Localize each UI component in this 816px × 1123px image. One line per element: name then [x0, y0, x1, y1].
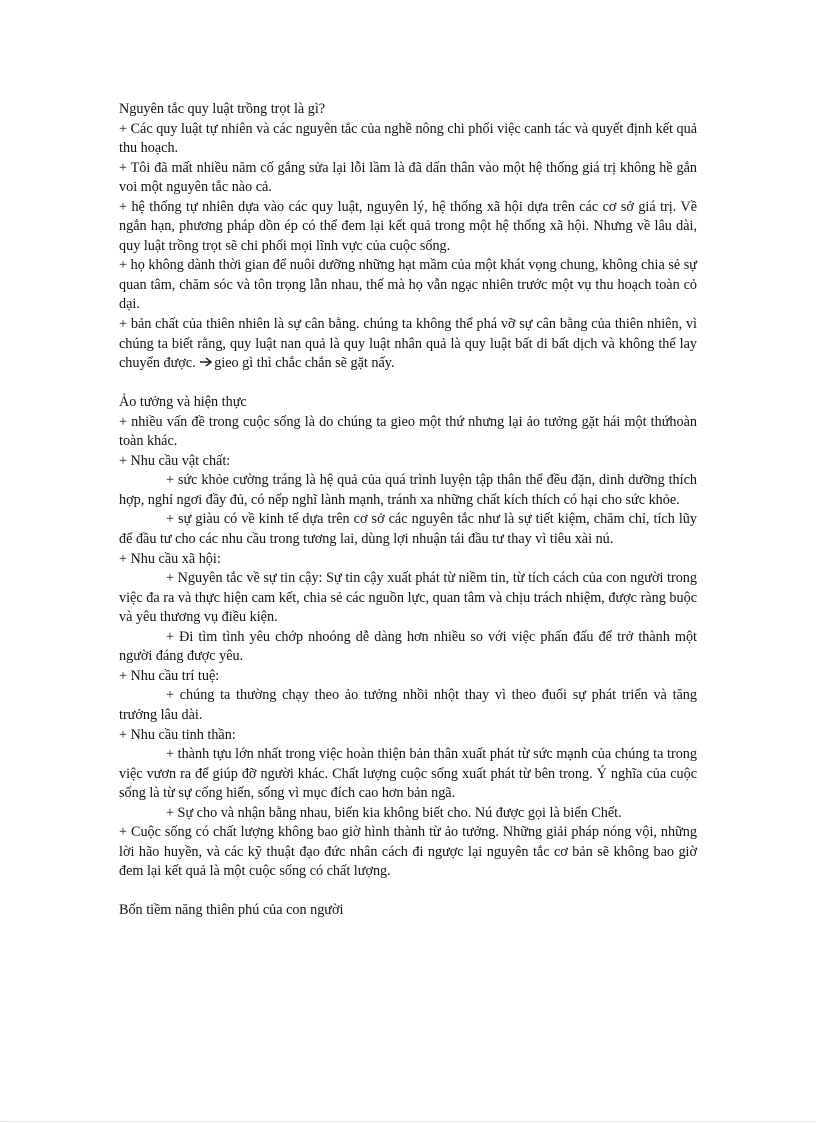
heading-spiritual-needs: + Nhu cầu tinh thần:: [119, 726, 236, 743]
paragraph-seeds: + họ không dành thời gian để nuôi dưỡng những hạt mầm của một khát vọng chung, không chia sẻ sự quan tâm, chăm sóc và tôn trọng lẫn nhau, thế mà họ vẫn ngạc nhiên trước một vụ thu hoạch toàn cỏ dại.: [119, 257, 697, 313]
section-title-potentials: Bốn tiềm năng thiên phú của con người: [119, 902, 344, 919]
paragraph-systems: + hệ thống tự nhiên dựa vào các quy luật, nguyên lý, hệ thống xã hội dựa trên các cơ sở giá trị. Về ngắn hạn, phương pháp dồn ép có thể đem lại kết quả trong một hệ thống xã hội. Nhưng về lâu dài, quy luật trồng trọt sẽ chi phối mọi lĩnh vực của cuộc sống.: [119, 198, 697, 254]
paragraph-dead-sea: + Sự cho và nhận bằng nhau, biển kia không biết cho. Nú được gọi là biển Chết.: [166, 804, 622, 821]
page-bottom-edge: [0, 1121, 816, 1122]
paragraph-trust: + Nguyên tắc về sự tin cậy: Sự tin cậy xuất phát từ niềm tin, từ tích cách của con người trong việc đa ra và thực hiện cam kết, chia sẻ các nguồn lực, quan tâm và chịu trách nhiệm, được ràng buộc và yêu thương vụ điều kiện.: [119, 570, 697, 626]
paragraph-love: + Đi tìm tình yêu chớp nhoóng dễ dàng hơn nhiều so với việc phấn đấu để trở thành một người đáng được yêu.: [119, 628, 697, 665]
paragraph-quality-life: + Cuộc sống có chất lượng không bao giờ hình thành từ ảo tưởng. Những giải pháp nóng vội, những lời hão huyền, và các kỹ thuật đạo đức nhân cách đi ngược lại nguyên tắc cơ bản sẽ không bao giờ đem lại kết quả là một cuộc sống có chất lượng.: [119, 824, 697, 880]
paragraph-natural-laws: + Các quy luật tự nhiên và các nguyên tắc của nghề nông chi phối việc canh tác và quyết định kết quả thu hoạch.: [119, 120, 697, 157]
paragraph-balance-tail: gieo gì thì chắc chắn sẽ gặt nấy.: [214, 355, 395, 372]
heading-mental-needs: + Nhu cầu trí tuệ:: [119, 667, 220, 684]
paragraph-balance: [119, 315, 697, 374]
heading-social-needs: + Nhu cầu xã hội:: [119, 550, 221, 567]
paragraph-years-fixing: + Tôi đã mất nhiều năm cố gắng sửa lại lỗi lầm là đã dấn thân vào một hệ thống giá trị không hề gắn voi một nguyên tắc nào cả.: [119, 159, 697, 196]
paragraph-balance-text: + bản chất của thiên nhiên là sự cân bằng. chúng ta không thể phá vỡ sự cân bằng của thiên nhiên, vì chúng ta biết rằng, quy luật nan quả là quy luật nhân quả là quy luật bất di bất dịch và không thể lay chuyển được.: [119, 316, 697, 372]
section-title-principles: Nguyên tắc quy luật trồng trọt là gì?: [119, 101, 326, 117]
paragraph-growth: + chúng ta thường chạy theo ảo tưởng nhồi nhột thay vì theo đuổi sự phát triển và tăng trưởng lâu dài.: [119, 687, 697, 723]
paragraph-wealth: + sự giàu có về kinh tế dựa trên cơ sở các nguyên tắc như là sự tiết kiệm, chăm chỉ, tích lũy để đầu tư cho các nhu cầu trong tương lai, dùng lợi nhuận tái đầu tư thay vì tiêu xài nú.: [119, 511, 697, 548]
paragraph-illusion: + nhiều vấn đề trong cuộc sống là do chúng ta gieo một thứ nhưng lại ảo tưởng gặt hái một thứhoàn toàn khác.: [119, 413, 697, 450]
paragraph-health: + sức khỏe cường tráng là hệ quả của quá trình luyện tập thân thể đều đặn, dinh dưỡng thích hợp, nghỉ ngơi đầy đủ, có nếp nghĩ lành mạnh, tránh xa những chất kích thích có hại cho sức khỏe.: [119, 472, 697, 508]
paragraph-achievement: + thành tựu lớn nhất trong việc hoàn thiện bản thân xuất phát từ sức mạnh của chúng ta trong việc vươn ra để giúp đỡ người khác. Chất lượng cuộc sống xuất phát từ bên trong. Ý nghĩa của cuộc sống là từ sự cống hiến, sống vì mục đích cao hơn bản ngã.: [119, 746, 697, 802]
heading-material-needs: + Nhu cầu vật chất:: [119, 452, 231, 469]
blank-line: [119, 882, 697, 902]
blank-line: [119, 374, 697, 394]
document-page: [119, 100, 697, 921]
section-title-illusion: Ảo tưởng và hiện thực: [119, 394, 247, 411]
right-arrow-icon: [199, 356, 213, 368]
